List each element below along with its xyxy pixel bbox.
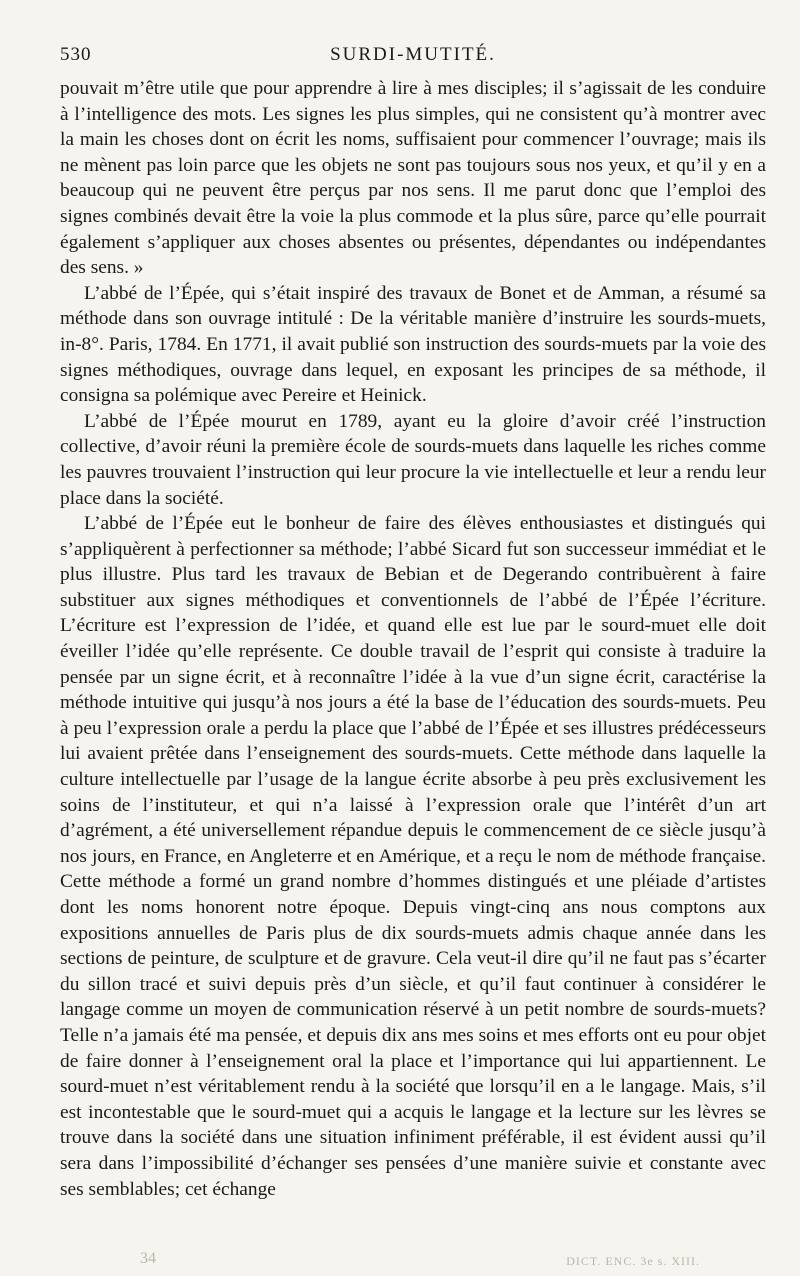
paragraph-3: L’abbé de l’Épée mourut en 1789, ayant eu la gloire d’avoir créé l’instruction collective, d’avoir réuni la première école de sourds-muets dans laquelle les riches comme les pauvres trouvaient l’instruction qui leur procure la vie intellectuelle et leur a rendu leur place dans la société. <box>60 410 766 509</box>
imprint-line: DICT. ENC. 3e s. XIII. <box>566 1254 700 1268</box>
page-footer <box>0 1240 800 1276</box>
page-header <box>60 40 766 68</box>
running-title: SURDI-MUTITÉ. <box>330 44 496 65</box>
body-text <box>60 76 766 1202</box>
signature-mark: 34 <box>140 1250 156 1267</box>
paragraph-4: L’abbé de l’Épée eut le bonheur de faire des élèves enthousiastes et distingués qui s’appliquèrent à perfectionner sa méthode; l’abbé Sicard fut son successeur immédiat et le plus illustre. Plus tard les travaux de Bebian et de Degerando contribuèrent à faire substituer aux signes méthodiques et conventionnels de l’abbé de l’Épée l’écriture. L’écriture est l’expression de l’idée, et quand elle est lue par le sourd-muet elle doit éveiller l’idée qu’elle représente. Ce double travail de l’esprit qui consiste à traduire la pensée par un signe écrit, et à reconnaître l’idée à la vue d’un signe écrit, caractérise la méthode intuitive qui jusqu’à nos jours a été la base de l’éducation des sourds-muets. Peu à peu l’expression orale a perdu la place que l’abbé de l’Épée et ses illustres prédécesseurs lui avaient prêtée dans l’enseignement des sourds-muets. Cette méthode dans laquelle la culture intellectuelle par l’usage de la langue écrite absorbe à peu près exclusivement les soins de l’instituteur, et qui n’a laissé à l’expression orale que l’intérêt d’un art d’agrément, a été universellement répandue depuis le commencement de ce siècle jusqu’à nos jours, en France, en Angleterre et en Amérique, et a reçu le nom de méthode française. Cette méthode a formé un grand nombre d’hommes distingués et une pléiade d’artistes dont les noms honorent notre époque. Depuis vingt-cinq ans nous comptons aux expositions annuelles de Paris plus de dix sourds-muets admis chaque année dans les sections de peinture, de sculpture et de gravure. Cela veut-il dire qu’il ne faut pas s’écarter du sillon tracé et suivi depuis près d’un siècle, et qu’il faut continuer à considérer le langage comme un moyen de communication réservé à un petit nombre de sourds-muets? Telle n’a jamais été ma pensée, et depuis dix ans mes soins et mes efforts ont eu pour objet de faire donner à l’enseignement oral la place et l’importance qui lui appartiennent. Le sourd-muet n’est véritablement rendu à la société que lorsqu’il en a le langage. Mais, s’il est incontestable que le sourd-muet qui a acquis le langage et la lecture sur les lèvres se trouve dans la société dans une situation infiniment préférable, il est évident aussi qu’il sera dans l’impossibilité d’échanger ses pensées d’une manière suivie et constante avec ses semblables; cet échange <box>60 513 766 1200</box>
paragraph-2: L’abbé de l’Épée, qui s’était inspiré des travaux de Bonet et de Amman, a résumé sa méthode dans son ouvrage intitulé : De la véritable manière d’instruire les sourds-muets, in-8°. Paris, 1784. En 1771, il avait publié son instruction des sourds-muets par la voie des signes méthodiques, ouvrage dans lequel, en exposant les principes de sa méthode, il consigna sa polémique avec Pereire et Heinick. <box>60 282 766 407</box>
paragraph-1: pouvait m’être utile que pour apprendre à lire à mes disciples; il s’agissait de les conduire à l’intelligence des mots. Les signes les plus simples, qui ne consistent qu’à montrer avec la main les choses dont on écrit les noms, suffisaient pour commencer l’ouvrage; mais ils ne mènent pas loin parce que les objets ne sont pas toujours sous nos yeux, et qu’il y en a beaucoup qui ne peuvent être perçus par nos sens. Il me parut donc que l’emploi des signes combinés devait être la voie la plus commode et la plus sûre, parce qu’elle pourrait également s’appliquer aux choses absentes ou présentes, dépendantes ou indépendantes des sens. » <box>60 78 766 279</box>
page-number: 530 <box>60 44 92 65</box>
